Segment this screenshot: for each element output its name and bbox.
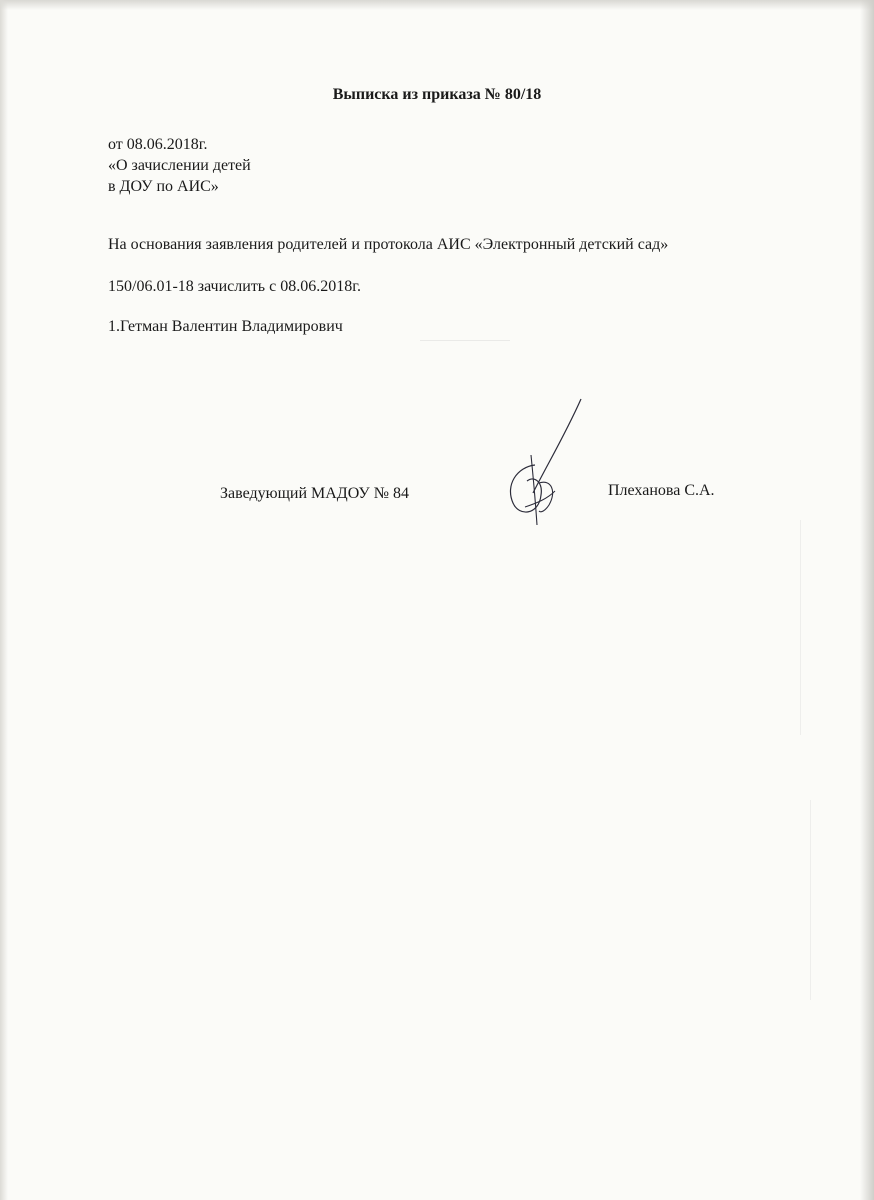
enrolled-child: 1.Гетман Валентин Владимирович: [108, 318, 343, 335]
scan-edge: [0, 0, 8, 1200]
order-basis-line-2: 150/06.01-18 зачислить с 08.06.2018г.: [108, 278, 361, 295]
bleed-through-mark: [430, 520, 801, 735]
order-date: от 08.06.2018г.: [108, 136, 208, 153]
handwritten-signature: [495, 395, 595, 530]
order-subject-line-2: в ДОУ по АИС»: [108, 178, 219, 195]
signatory-name: Плеханова С.А.: [608, 482, 715, 499]
bleed-through-mark: [420, 280, 510, 341]
order-subject-line-1: «О зачислении детей: [108, 157, 251, 174]
bleed-through-mark: [430, 800, 811, 1000]
document-title: Выписка из приказа № 80/18: [332, 86, 542, 103]
order-basis-line-1: На основания заявления родителей и протокола АИС «Электронный детский сад»: [108, 236, 669, 253]
scan-edge: [860, 0, 874, 1200]
scan-edge: [0, 0, 874, 10]
signatory-position: Заведующий МАДОУ № 84: [220, 485, 409, 502]
